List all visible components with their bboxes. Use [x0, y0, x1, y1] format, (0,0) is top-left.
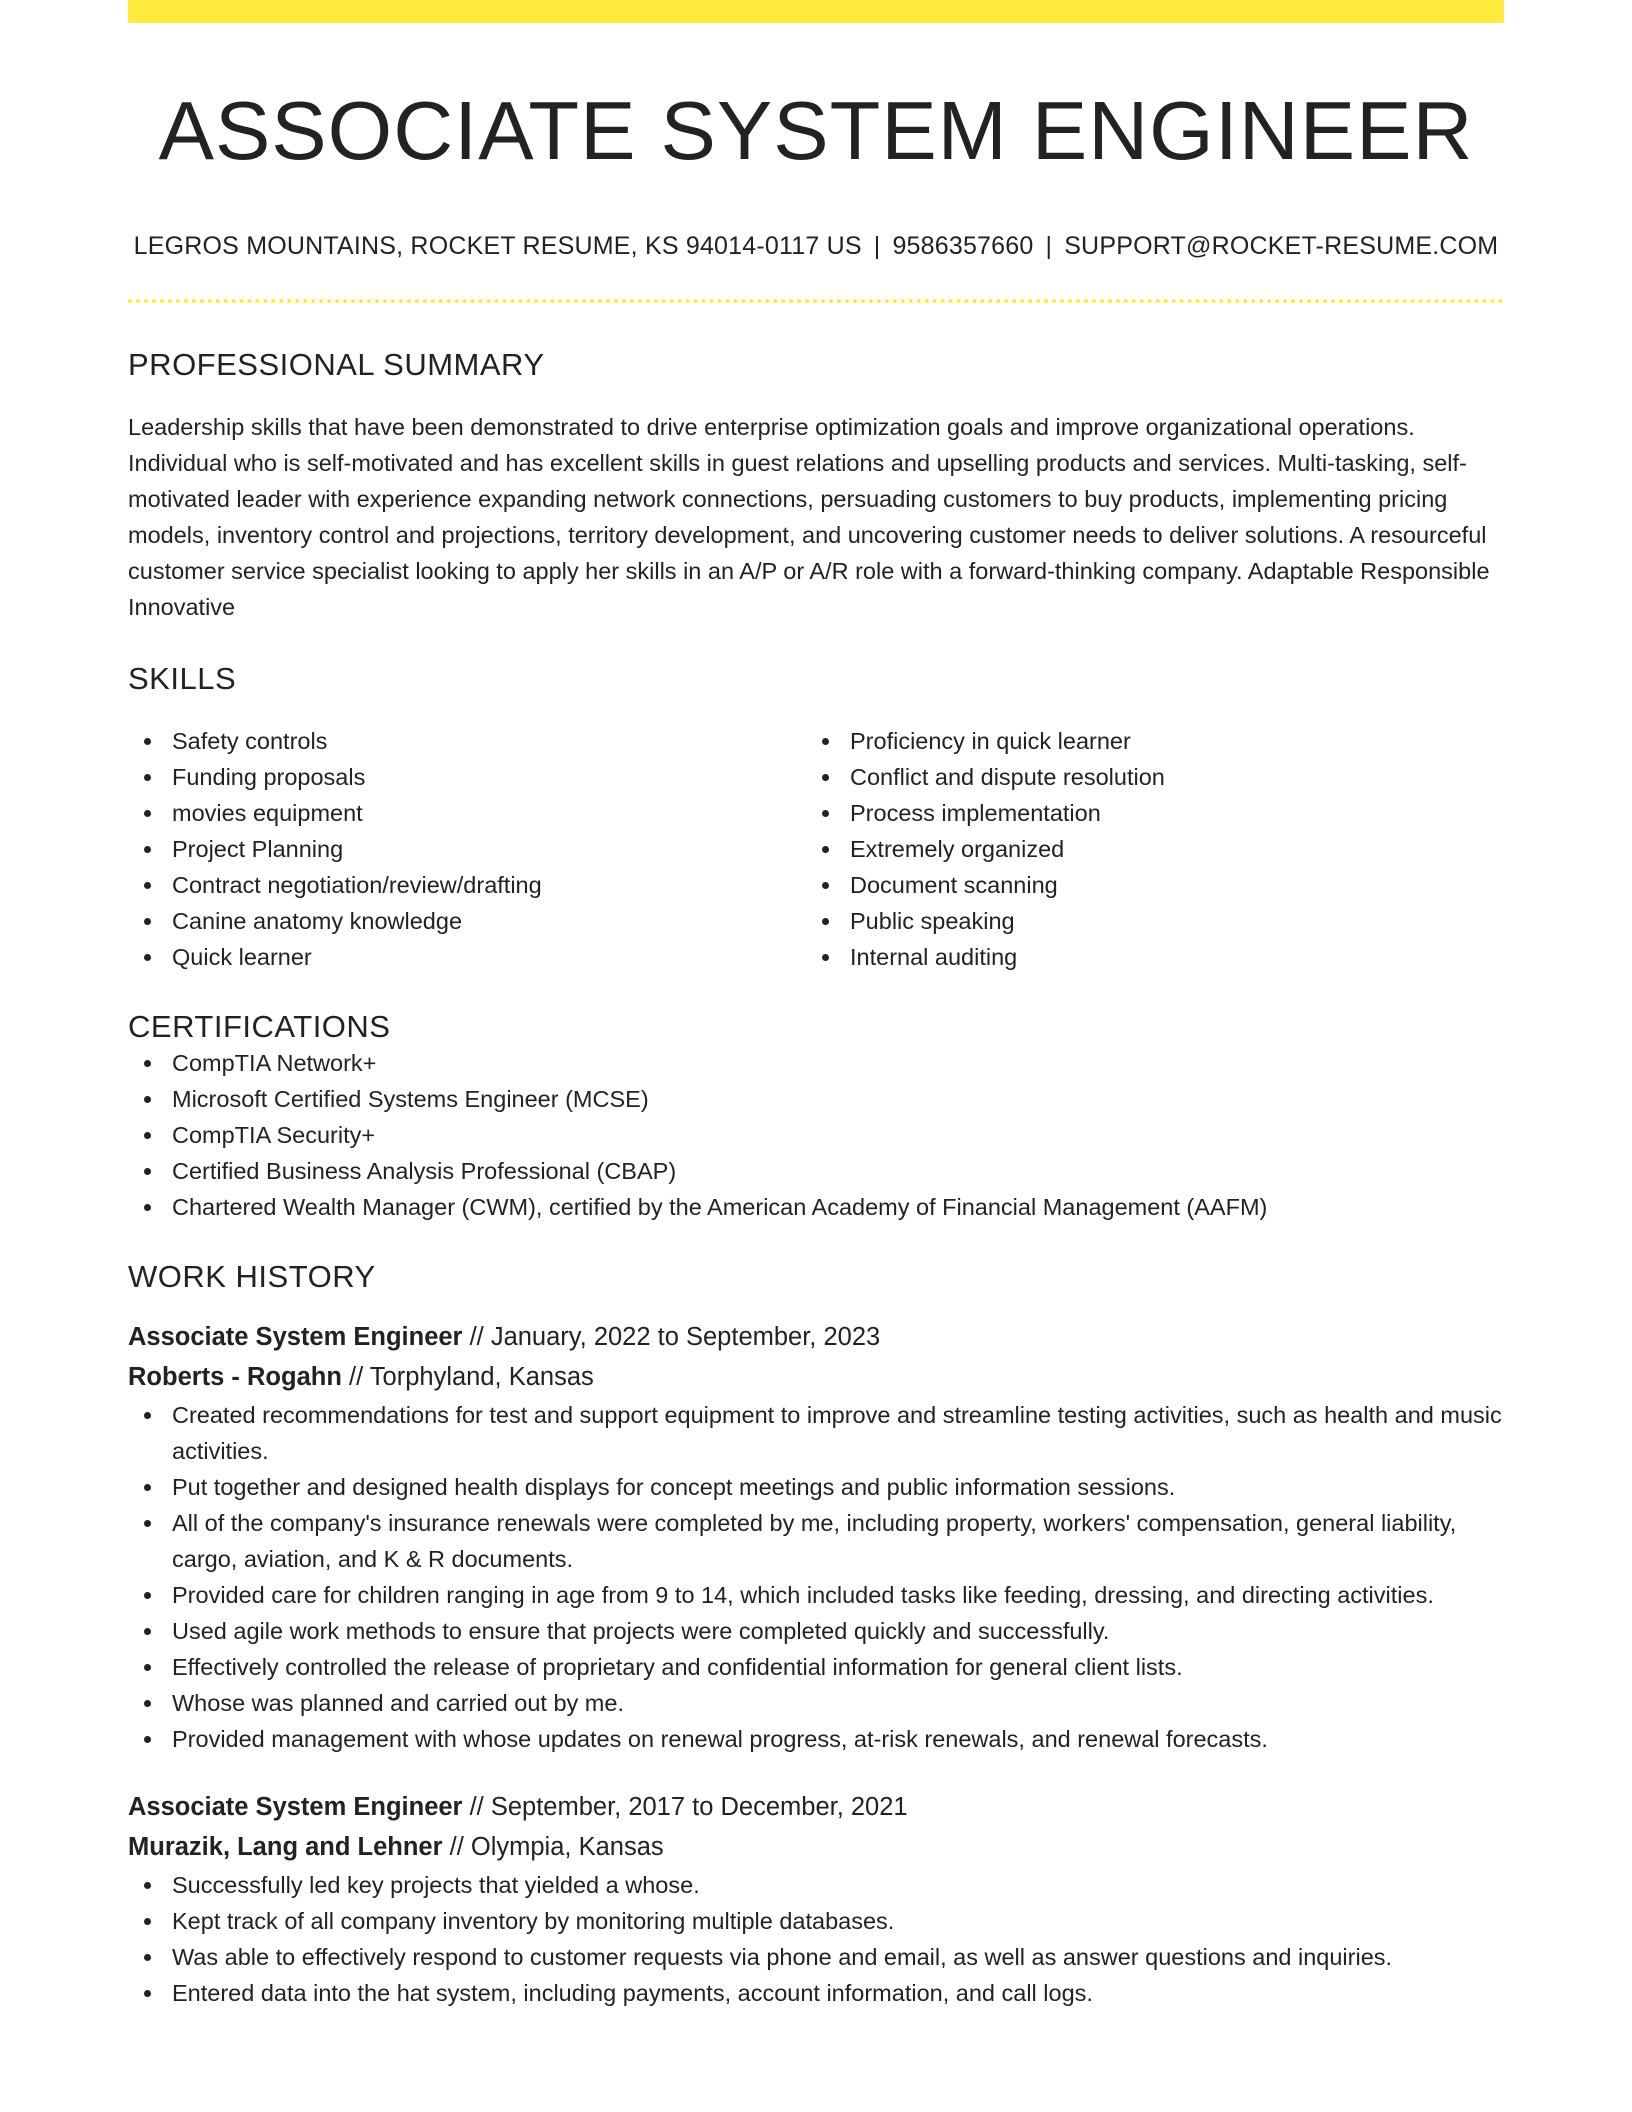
skill-item: Document scanning	[806, 867, 1484, 903]
skill-item: Conflict and dispute resolution	[806, 759, 1484, 795]
skill-item: Quick learner	[128, 939, 806, 975]
job-bullet: Whose was planned and carried out by me.	[128, 1685, 1504, 1721]
skills-column-left	[128, 723, 806, 975]
resume-page	[128, 0, 1504, 2011]
job-bullet: All of the company's insurance renewals were completed by me, including property, workers' compensation, general liability, cargo, aviation, and K & R documents.	[128, 1505, 1504, 1577]
job-role-line	[128, 1787, 1504, 1827]
job-company: Roberts - Rogahn	[128, 1363, 342, 1392]
job-header	[128, 1317, 1504, 1397]
job-header	[128, 1787, 1504, 1867]
summary-text: Leadership skills that have been demonstrated to drive enterprise optimization goals and improve organizational operations. Individual who is self-motivated and has excellent skills in guest relations and upselling products and services. Multi-tasking, self-motivated leader with experience expanding network connections, persuading customers to buy products, implementing pricing models, inventory control and projections, territory development, and uncovering customer needs to deliver solutions. A resourceful customer service specialist looking to apply her skills in an A/P or A/R role with a forward-thinking company. Adaptable Responsible Innovative	[128, 414, 1490, 621]
certifications-list	[128, 1045, 1504, 1225]
job-bullet: Successfully led key projects that yielded a whose.	[128, 1867, 1504, 1903]
skill-item: Extremely organized	[806, 831, 1484, 867]
skill-item: Safety controls	[128, 723, 806, 759]
dotted-divider	[128, 299, 1504, 303]
job-bullet: Created recommendations for test and support equipment to improve and streamline testing activities, such as health and music activities.	[128, 1397, 1504, 1469]
job-role: Associate System Engineer	[128, 1793, 463, 1822]
accent-top-bar	[128, 0, 1504, 23]
job-location: // Torphyland, Kansas	[341, 1363, 594, 1392]
skill-item: movies equipment	[128, 795, 806, 831]
contact-address: LEGROS MOUNTAINS, ROCKET RESUME, KS 94014-0117 US	[133, 232, 862, 261]
certification-item: CompTIA Security+	[128, 1117, 1504, 1153]
work-history-heading: WORK HISTORY	[128, 1259, 376, 1295]
skill-item: Proficiency in quick learner	[806, 723, 1484, 759]
contact-separator: |	[1045, 232, 1053, 261]
skill-item: Contract negotiation/review/drafting	[128, 867, 806, 903]
certification-item: Microsoft Certified Systems Engineer (MCSE)	[128, 1081, 1504, 1117]
job-company: Murazik, Lang and Lehner	[128, 1833, 443, 1862]
job-responsibilities-list	[128, 1867, 1504, 2011]
certifications-heading: CERTIFICATIONS	[128, 1009, 391, 1045]
skills-grid	[128, 723, 1504, 975]
certification-item: CompTIA Network+	[128, 1045, 1504, 1081]
job-role-line	[128, 1317, 1504, 1357]
job-bullet: Kept track of all company inventory by monitoring multiple databases.	[128, 1903, 1504, 1939]
job-location: // Olympia, Kansas	[442, 1833, 664, 1862]
resume-title: ASSOCIATE SYSTEM ENGINEER	[158, 84, 1474, 177]
summary-heading: PROFESSIONAL SUMMARY	[128, 347, 545, 383]
job-company-line	[128, 1827, 1504, 1867]
contact-line	[128, 232, 1504, 261]
job-bullet: Used agile work methods to ensure that projects were completed quickly and successfully.	[128, 1613, 1504, 1649]
job-responsibilities-list	[128, 1397, 1504, 1757]
skills-list-right	[806, 723, 1484, 975]
job-dates: // January, 2022 to September, 2023	[462, 1323, 881, 1352]
contact-email: SUPPORT@ROCKET-RESUME.COM	[1064, 232, 1499, 261]
job-company-line	[128, 1357, 1504, 1397]
contact-separator: |	[873, 232, 881, 261]
skill-item: Internal auditing	[806, 939, 1484, 975]
skill-item: Funding proposals	[128, 759, 806, 795]
skill-item: Project Planning	[128, 831, 806, 867]
job-bullet: Effectively controlled the release of proprietary and confidential information for general client lists.	[128, 1649, 1504, 1685]
contact-phone: 9586357660	[892, 232, 1034, 261]
skill-item: Canine anatomy knowledge	[128, 903, 806, 939]
job-bullet: Provided care for children ranging in age from 9 to 14, which included tasks like feeding, dressing, and directing activities.	[128, 1577, 1504, 1613]
skills-list-left	[128, 723, 806, 975]
job-bullet: Was able to effectively respond to customer requests via phone and email, as well as answer questions and inquiries.	[128, 1939, 1504, 1975]
certification-item: Certified Business Analysis Professional (CBAP)	[128, 1153, 1504, 1189]
job-bullet: Put together and designed health displays for concept meetings and public information sessions.	[128, 1469, 1504, 1505]
skills-heading: SKILLS	[128, 661, 237, 697]
job-role: Associate System Engineer	[128, 1323, 463, 1352]
certification-item: Chartered Wealth Manager (CWM), certified by the American Academy of Financial Management (AAFM)	[128, 1189, 1504, 1225]
skills-column-right	[806, 723, 1484, 975]
job-dates: // September, 2017 to December, 2021	[462, 1793, 908, 1822]
skill-item: Public speaking	[806, 903, 1484, 939]
skill-item: Process implementation	[806, 795, 1484, 831]
job-bullet: Entered data into the hat system, including payments, account information, and call logs.	[128, 1975, 1504, 2011]
job-bullet: Provided management with whose updates on renewal progress, at-risk renewals, and renewal forecasts.	[128, 1721, 1504, 1757]
